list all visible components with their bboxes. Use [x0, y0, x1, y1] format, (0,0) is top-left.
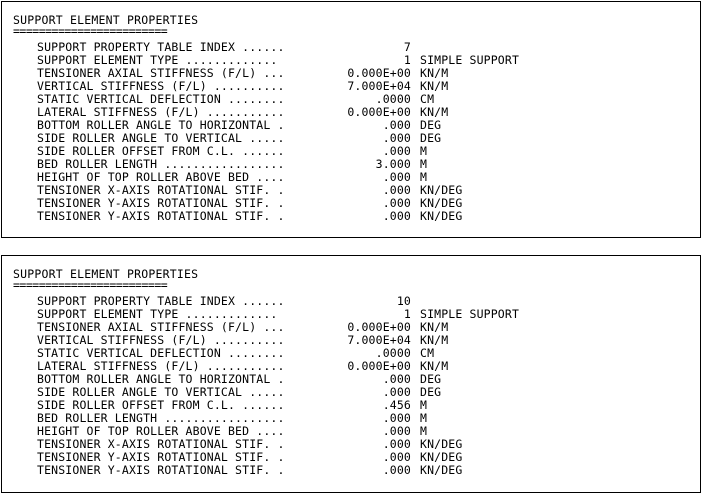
- property-label: SUPPORT ELEMENT TYPE .............: [37, 307, 278, 321]
- property-label: SIDE ROLLER ANGLE TO VERTICAL .....: [37, 385, 285, 399]
- property-unit: KN/DEG: [420, 463, 463, 477]
- property-unit: DEG: [420, 385, 442, 399]
- property-label: STATIC VERTICAL DEFLECTION ........: [37, 346, 285, 360]
- property-label: BOTTOM ROLLER ANGLE TO HORIZONTAL .: [37, 118, 285, 132]
- property-unit: M: [420, 398, 428, 412]
- property-unit: KN/M: [420, 333, 449, 347]
- property-label: BOTTOM ROLLER ANGLE TO HORIZONTAL .: [37, 372, 285, 386]
- property-label: TENSIONER AXIAL STIFFNESS (F/L) ...: [37, 66, 285, 80]
- property-label: TENSIONER AXIAL STIFFNESS (F/L) ...: [37, 320, 285, 334]
- property-row: [2, 210, 700, 223]
- property-value: 0.000E+00: [347, 66, 411, 80]
- property-value: .000: [382, 196, 411, 210]
- property-label: HEIGHT OF TOP ROLLER ABOVE BED ....: [37, 170, 285, 184]
- property-value: .0000: [375, 346, 411, 360]
- property-value: .000: [382, 372, 411, 386]
- property-unit: CM: [420, 346, 435, 360]
- panel-title: SUPPORT ELEMENT PROPERTIES: [13, 13, 199, 27]
- property-unit: SIMPLE SUPPORT: [420, 53, 520, 67]
- property-label: TENSIONER Y-AXIS ROTATIONAL STIF. .: [37, 196, 285, 210]
- property-unit: KN/M: [420, 105, 449, 119]
- property-value: 0.000E+00: [347, 359, 411, 373]
- property-value: .000: [382, 144, 411, 158]
- property-label: TENSIONER Y-AXIS ROTATIONAL STIF. .: [37, 463, 285, 477]
- property-unit: M: [420, 411, 428, 425]
- property-value: .000: [382, 118, 411, 132]
- property-label: SUPPORT PROPERTY TABLE INDEX ......: [37, 294, 285, 308]
- property-unit: M: [420, 424, 428, 438]
- property-label: VERTICAL STIFFNESS (F/L) ..........: [37, 333, 285, 347]
- property-unit: DEG: [420, 118, 442, 132]
- property-label: SIDE ROLLER OFFSET FROM C.L. ......: [37, 144, 285, 158]
- property-value: .456: [382, 398, 411, 412]
- property-label: TENSIONER X-AXIS ROTATIONAL STIF. .: [37, 183, 285, 197]
- property-unit: KN/DEG: [420, 196, 463, 210]
- property-unit: CM: [420, 92, 435, 106]
- property-value: 0.000E+00: [347, 105, 411, 119]
- property-value: 7.000E+04: [347, 79, 411, 93]
- property-value: .0000: [375, 92, 411, 106]
- title-underline: ========================: [13, 278, 168, 292]
- property-value: 1: [403, 53, 411, 67]
- property-label: STATIC VERTICAL DEFLECTION ........: [37, 92, 285, 106]
- property-value: .000: [382, 209, 411, 223]
- property-value: .000: [382, 131, 411, 145]
- property-value: .000: [382, 385, 411, 399]
- property-unit: KN/DEG: [420, 183, 463, 197]
- property-value: 7.000E+04: [347, 333, 411, 347]
- property-unit: DEG: [420, 372, 442, 386]
- property-unit: M: [420, 157, 428, 171]
- property-label: BED ROLLER LENGTH .................: [37, 157, 285, 171]
- property-label: VERTICAL STIFFNESS (F/L) ..........: [37, 79, 285, 93]
- property-value: .000: [382, 450, 411, 464]
- property-label: LATERAL STIFFNESS (F/L) ...........: [37, 359, 285, 373]
- property-label: LATERAL STIFFNESS (F/L) ...........: [37, 105, 285, 119]
- property-unit: KN/M: [420, 79, 449, 93]
- property-label: HEIGHT OF TOP ROLLER ABOVE BED ....: [37, 424, 285, 438]
- property-label: SUPPORT PROPERTY TABLE INDEX ......: [37, 40, 285, 54]
- property-value: .000: [382, 170, 411, 184]
- property-unit: KN/DEG: [420, 437, 463, 451]
- support-properties-panel: [1, 255, 701, 493]
- property-label: SIDE ROLLER ANGLE TO VERTICAL .....: [37, 131, 285, 145]
- property-unit: SIMPLE SUPPORT: [420, 307, 520, 321]
- property-label: TENSIONER Y-AXIS ROTATIONAL STIF. .: [37, 450, 285, 464]
- property-unit: DEG: [420, 131, 442, 145]
- property-label: TENSIONER Y-AXIS ROTATIONAL STIF. .: [37, 209, 285, 223]
- property-row: [2, 464, 700, 477]
- support-properties-panel: [1, 1, 701, 238]
- property-value: .000: [382, 183, 411, 197]
- property-value: .000: [382, 437, 411, 451]
- property-value: .000: [382, 463, 411, 477]
- property-unit: KN/DEG: [420, 209, 463, 223]
- property-unit: KN/M: [420, 320, 449, 334]
- title-underline: ========================: [13, 24, 168, 38]
- property-unit: M: [420, 144, 428, 158]
- property-label: SUPPORT ELEMENT TYPE .............: [37, 53, 278, 67]
- property-unit: KN/DEG: [420, 450, 463, 464]
- property-value: 10: [396, 294, 411, 308]
- property-unit: KN/M: [420, 66, 449, 80]
- property-unit: M: [420, 170, 428, 184]
- property-value: .000: [382, 424, 411, 438]
- property-value: 1: [403, 307, 411, 321]
- property-value: 3.000: [375, 157, 411, 171]
- property-label: TENSIONER X-AXIS ROTATIONAL STIF. .: [37, 437, 285, 451]
- property-label: SIDE ROLLER OFFSET FROM C.L. ......: [37, 398, 285, 412]
- property-value: 7: [403, 40, 411, 54]
- property-value: .000: [382, 411, 411, 425]
- panel-title: SUPPORT ELEMENT PROPERTIES: [13, 267, 199, 281]
- property-label: BED ROLLER LENGTH .................: [37, 411, 285, 425]
- property-value: 0.000E+00: [347, 320, 411, 334]
- property-unit: KN/M: [420, 359, 449, 373]
